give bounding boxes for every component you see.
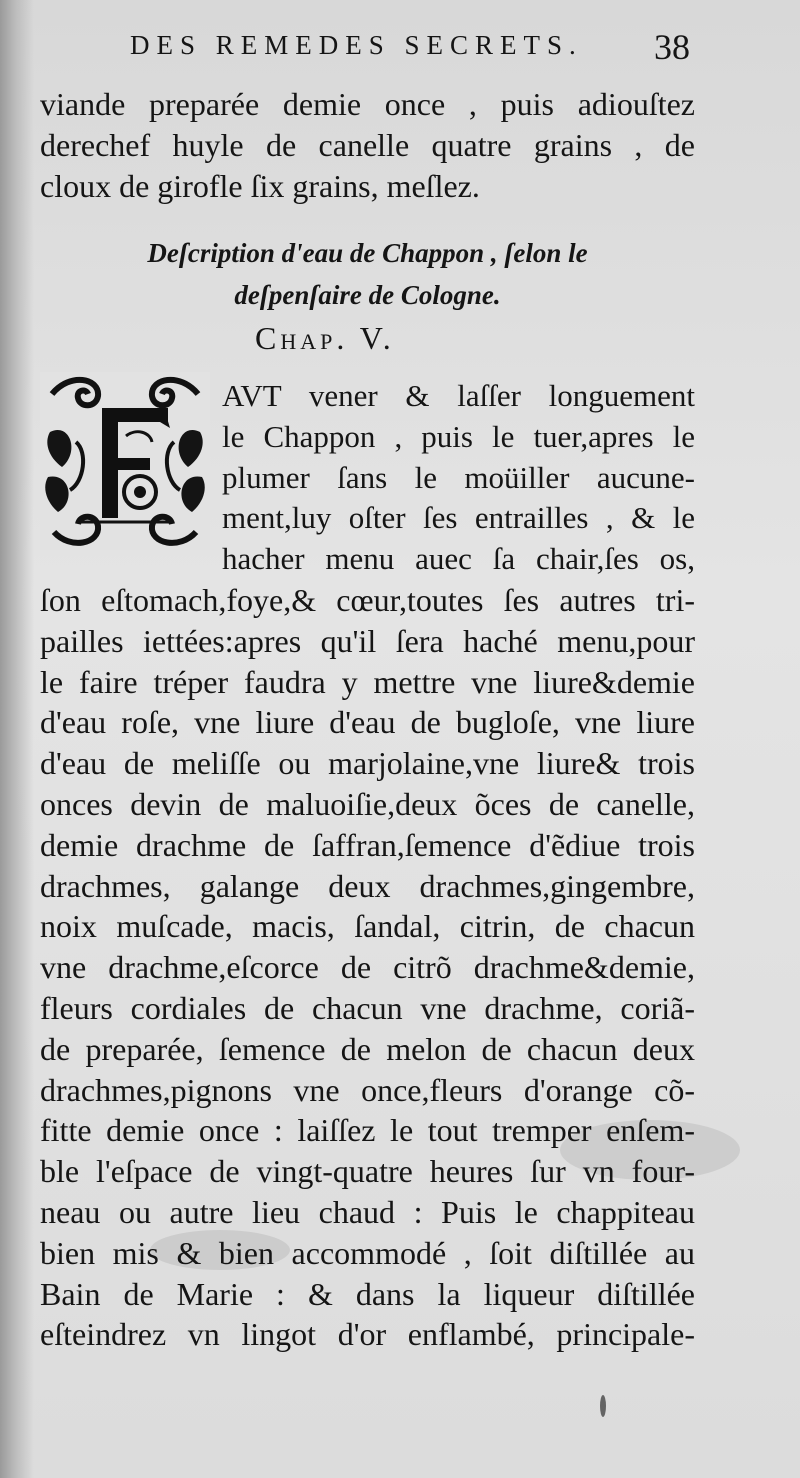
running-head — [130, 26, 690, 76]
chapter-heading: Chap. V. — [255, 320, 395, 356]
text-line: ſon eſtomach,foye,& cœur,toutes ſes autres tri- — [40, 582, 695, 618]
text-line: neau ou autre lieu chaud : Puis le chappiteau — [40, 1193, 695, 1230]
text-line: Bain de Marie : & dans la liqueur diſtillée — [40, 1275, 695, 1312]
text-line: fitte demie once : laiſſez le tout tremper enſem- — [40, 1112, 695, 1149]
page-gutter-shadow — [0, 0, 34, 1478]
section-subtitle — [40, 232, 695, 316]
text-line: d'eau roſe, vne liure d'eau de bugloſe, vne liure — [40, 704, 695, 741]
text-line: demie drachme de ſaffran,ſemence d'ẽdiue trois — [40, 826, 695, 863]
intro-text — [40, 84, 695, 206]
text-line: ment,luy oſter ſes entrailles , & le — [222, 500, 695, 536]
running-title: DES REMEDES SECRETS. — [130, 30, 583, 60]
page-number: 38 — [654, 27, 690, 67]
text-line: d'eau de meliſſe ou marjolaine,vne liure& trois — [40, 745, 695, 782]
drop-cap-text — [222, 376, 695, 580]
text-line: ble l'eſpace de vingt-quatre heures ſur vn four- — [40, 1153, 695, 1190]
text-line: vne drachme,eſcorce de citrõ drachme&demie, — [40, 949, 695, 986]
text-line: viande preparée demie once , puis adiouſtez — [40, 86, 695, 122]
text-line: derechef huyle de canelle quatre grains , de — [40, 126, 695, 163]
subtitle-line: Deſcription d'eau de Chappon , ſelon le — [147, 238, 588, 268]
text-line: bien mis & bien accommodé , ſoit diſtillée au — [40, 1234, 695, 1271]
paper-stain — [600, 1395, 606, 1417]
text-line: pailles iettées:apres qu'il ſera haché menu,pour — [40, 622, 695, 659]
text-line: le Chappon , puis le tuer,apres le — [222, 418, 695, 454]
text-line: onces devin de maluoiſie,deux õces de canelle, — [40, 785, 695, 822]
text-line: plumer ſans le moüiller aucune- — [222, 459, 695, 495]
text-line: drachmes,pignons vne once,fleurs d'orange cõ- — [40, 1071, 695, 1108]
text-line: hacher menu auec ſa chair,ſes os, — [222, 541, 695, 577]
text-line: fleurs cordiales de chacun vne drachme, coriã- — [40, 989, 695, 1026]
subtitle-line: deſpenſaire de Cologne. — [234, 280, 501, 310]
text-line: AVT vener & laſſer longuement — [222, 378, 695, 413]
text-line: de preparée, ſemence de melon de chacun deux — [40, 1030, 695, 1067]
text-line: drachmes, galange deux drachmes,gingembre, — [40, 867, 695, 904]
body-text — [40, 580, 695, 1355]
ornamental-initial — [40, 372, 210, 550]
text-line: le faire tréper faudra y mettre vne liure&demie — [40, 663, 695, 700]
text-line: eſteindrez vn lingot d'or enflambé, principale- — [40, 1316, 695, 1353]
text-line: noix muſcade, macis, ſandal, citrin, de chacun — [40, 908, 695, 945]
ornamental-initial-drawing — [40, 372, 210, 550]
text-line: cloux de girofle ſix grains, meſlez. — [40, 167, 480, 204]
